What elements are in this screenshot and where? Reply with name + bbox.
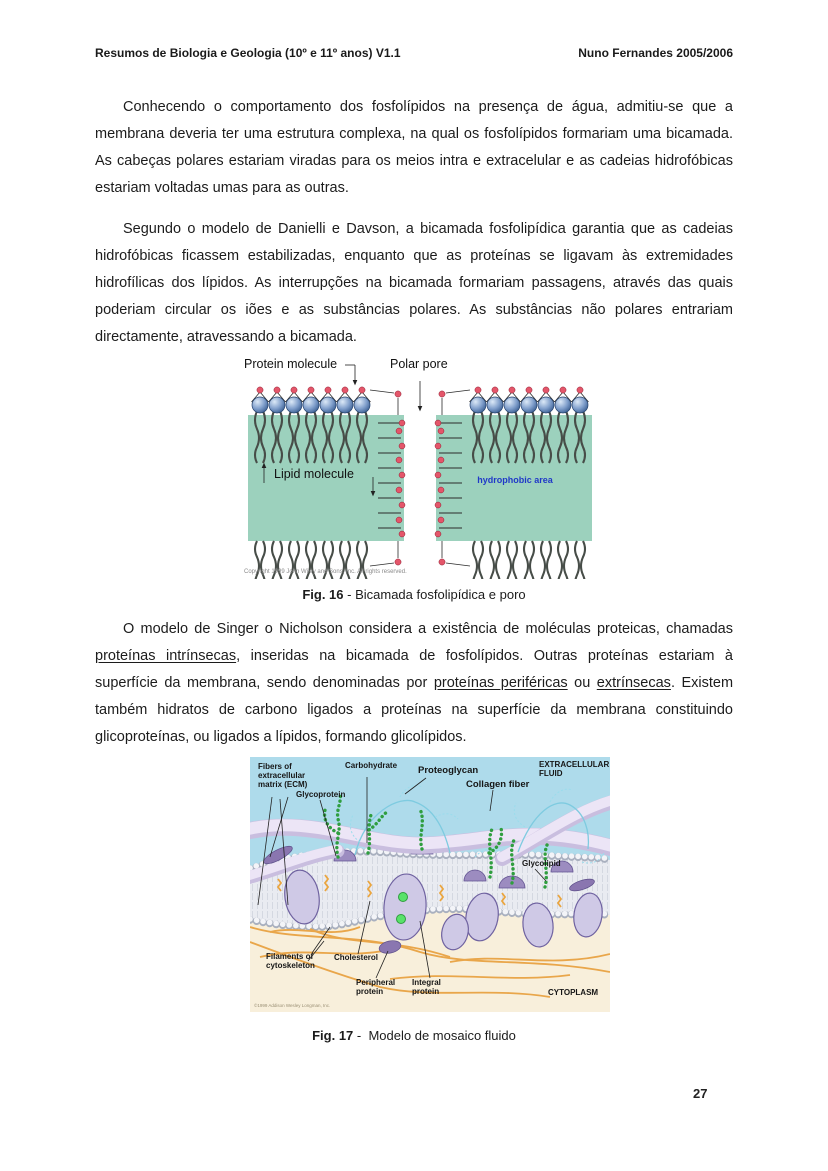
header-author: Nuno Fernandes 2005/2006 — [578, 46, 733, 60]
paragraph-2: Segundo o modelo de Danielli e Davson, a bicamada fosfolipídica garantia que as cadeias hidrofóbicas ficassem estabilizadas, enquanto que as proteínas se ligavam às extremidades hidrofílicas dos lípidos. As interrupções na bicamada formariam passagens, através das quais poderiam circular os iões e as substâncias polares. As substâncias não polares entrariam directamente, atravessando a bicamada. — [95, 221, 733, 345]
fig16-label-hydrophobic-area: hydrophobic area — [477, 475, 553, 485]
fig17-protein-channel-dot — [399, 893, 408, 902]
fig17-label-cholesterol: Cholesterol — [334, 953, 379, 962]
fig16-label-polar-pore: Polar pore — [390, 357, 448, 371]
page-header — [95, 46, 733, 60]
fig17-label-glycoprotein: Glycoprotein — [296, 790, 346, 799]
fig17-label-peripheral-protein: Peripheral protein — [356, 978, 396, 996]
fig17-label-filaments-cytoskeleton: Filaments of cytoskeleton — [266, 952, 315, 970]
paragraph-3-text: ou — [567, 675, 597, 691]
paragraph-1: Conhecendo o comportamento dos fosfolípidos na presença de água, admitiu-se que a membrana deveria ter uma estrutura complexa, na qual os fosfolípidos formariam uma bicamada. As cabeças polares estariam viradas para os meios intra e extracelular e as cadeias hidrofóbicas estariam voltadas umas para as outras. — [95, 99, 733, 196]
underlined-extrinsecas: extrínsecas — [596, 675, 671, 691]
figure-17-caption — [95, 1028, 733, 1043]
fig17-label-collagen-fiber: Collagen fiber — [466, 779, 530, 790]
fig17-label-proteoglycan: Proteoglycan — [418, 765, 479, 776]
fig17-label-integral-protein: Integral protein — [412, 978, 441, 996]
fig17-label-glycolipid: Glycolipid — [522, 859, 561, 868]
underlined-proteinas-perifericas: proteínas periféricas — [433, 675, 568, 691]
fig16-label-lipid-molecule: Lipid molecule — [274, 467, 354, 481]
fig17-label-carbohydrate: Carbohydrate — [345, 761, 398, 770]
figure-16-bilayer — [232, 357, 608, 579]
page-content — [95, 46, 733, 1043]
fig16-caption-text: - Bicamada fosfolipídica e poro — [343, 587, 526, 602]
fig17-label-cytoplasm: CYTOPLASM — [548, 988, 599, 997]
fig17-caption-number: Fig. 17 — [312, 1028, 354, 1043]
fig17-caption-text: - Modelo de mosaico fluido — [353, 1028, 516, 1043]
figure-16-caption — [95, 587, 733, 602]
fig17-label-extracellular-fluid: EXTRACELLULAR FLUID — [539, 760, 610, 778]
fig16-copyright: Copyright 1999 John Wiley and Sons, Inc. All rights reserved. — [244, 569, 407, 575]
page-number: 27 — [693, 1086, 708, 1101]
figure-17-fluid-mosaic — [250, 757, 610, 1012]
fig17-copyright: ©1999 Addison Wesley Longman, Inc. — [254, 1003, 331, 1008]
fig17-label-ecm: Fibers of extracellular matrix (ECM) — [258, 762, 308, 789]
paragraph-3 — [95, 616, 733, 751]
fig16-caption-number: Fig. 16 — [302, 587, 344, 602]
paragraph-3-text: , inseridas na bicamada de fosfolípidos. Outras proteínas estariam à superfície da membrana, sendo denominadas por — [95, 648, 733, 691]
underlined-proteinas-intrinsecas: proteínas intrínsecas — [95, 648, 237, 664]
fig16-label-protein-molecule: Protein molecule — [244, 357, 338, 371]
fig16-left-bilayer — [248, 387, 405, 579]
header-title: Resumos de Biologia e Geologia (10º e 11º anos) V1.1 — [95, 46, 401, 60]
paragraph-3-text: O modelo de Singer o Nicholson considera a existência de moléculas proteicas, chamadas — [123, 621, 733, 637]
paragraph-3-text: . Existem também hidratos de carbono ligados a proteínas na superfície da membrana constituindo glicoproteínas, ou ligados a lípidos, formando glicolípidos. — [95, 675, 734, 745]
fig17-protein-channel-dot — [397, 915, 406, 924]
